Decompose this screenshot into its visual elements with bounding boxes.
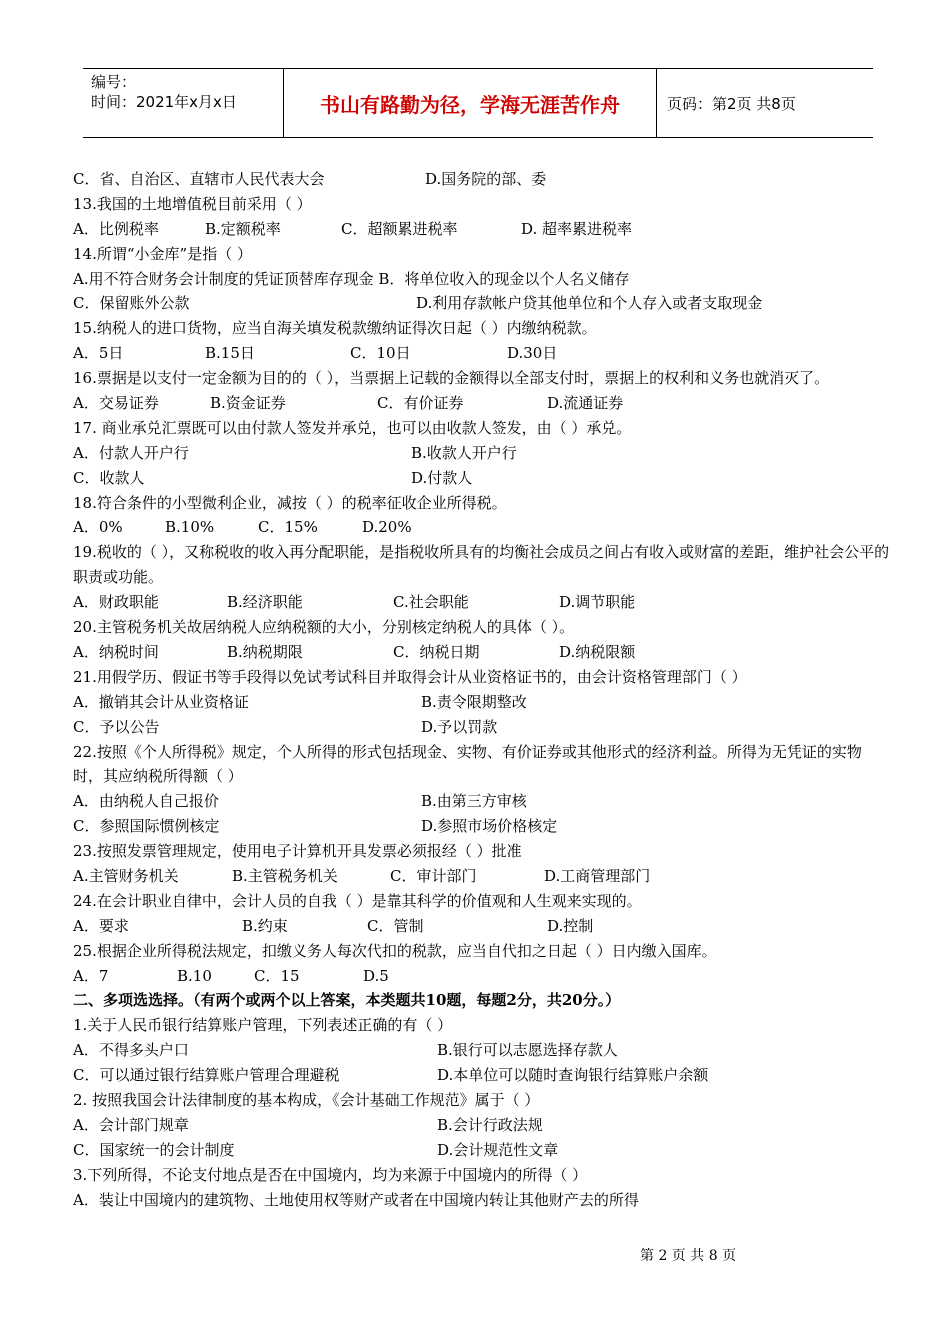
question-text: A.用不符合财务会计制度的凭证顶替库存现金 B．将单位收入的现金以个人名义储存 bbox=[73, 269, 630, 288]
question-text: A．装让中国境内的建筑物、土地使用权等财产或者在中国境内转让其他财产去的所得 bbox=[73, 1190, 639, 1209]
question-text: 2. 按照我国会计法律制度的基本构成，《会计基础工作规范》属于（ ） bbox=[73, 1091, 540, 1110]
option-row bbox=[73, 441, 891, 466]
page-footer: 第 2 页 共 8 页 bbox=[640, 1248, 737, 1264]
answer-option: C．10日 bbox=[350, 344, 411, 363]
time-label: 时间：2021年x月x日 bbox=[91, 93, 237, 111]
answer-option: D.5 bbox=[363, 966, 389, 985]
option-row bbox=[73, 814, 891, 839]
answer-option: B.定额税率 bbox=[205, 219, 281, 238]
answer-option: D.国务院的部、委 bbox=[425, 170, 547, 188]
question-text: 22.按照《个人所得税》规定，个人所得的形式包括现金、实物、有价证券或其他形式的经济利益。所得为无凭证的实物时，其应纳税所得额（ ） bbox=[73, 742, 862, 786]
question-text: 15.纳税人的进口货物，应当自海关填发税款缴纳证得次日起（ ）内缴纳税款。 bbox=[73, 319, 597, 338]
section-heading: 二、多项选选择。（有两个或两个以上答案，本类题共10题，每题2分，共20分。） bbox=[73, 991, 621, 1010]
question-text: 19.税收的（ ），又称税收的收入再分配职能，是指税收所具有的均衡社会成员之间占有收入或财富的差距，维护社会公平的职责或功能。 bbox=[73, 543, 890, 587]
answer-option: D.本单位可以随时查询银行结算账户余额 bbox=[437, 1066, 709, 1085]
question-text: 21.用假学历、假证书等手段得以免试考试科目并取得会计从业资格证书的，由会计资格管理部门（ ） bbox=[73, 667, 747, 686]
answer-option: D.20% bbox=[362, 518, 412, 537]
option-row bbox=[73, 690, 891, 715]
option-row bbox=[73, 341, 891, 366]
header-motto: 书山有路勤为径，学海无涯苦作舟 bbox=[283, 69, 657, 137]
answer-option: D.利用存款帐户贷其他单位和个人存入或者支取现金 bbox=[416, 294, 763, 313]
answer-option: A．纳税时间 bbox=[73, 642, 159, 661]
answer-option: C．15% bbox=[258, 518, 318, 537]
answer-option: C．纳税日期 bbox=[393, 642, 480, 661]
option-row bbox=[73, 789, 891, 814]
question-text: 13.我国的土地增值税目前采用（ ） bbox=[73, 194, 312, 213]
answer-option: A．由纳税人自己报价 bbox=[73, 792, 219, 811]
answer-option: A．不得多头户口 bbox=[73, 1041, 189, 1060]
option-row bbox=[73, 1138, 891, 1163]
question-text: 3.下列所得，不论支付地点是否在中国境内，均为来源于中国境内的所得（ ） bbox=[73, 1165, 588, 1184]
answer-option: A．比例税率 bbox=[73, 219, 159, 238]
option-row bbox=[73, 964, 891, 989]
question-text: 1.关于人民币银行结算账户管理，下列表述正确的有（ ） bbox=[73, 1016, 453, 1035]
answer-option: D.30日 bbox=[507, 344, 558, 363]
answer-option: C．收款人 bbox=[73, 468, 145, 487]
question-text: 20.主管税务机关故居纳税人应纳税额的大小，分别核定纳税人的具体（ ）。 bbox=[73, 618, 575, 637]
option-row bbox=[73, 1113, 891, 1138]
option-row bbox=[73, 914, 891, 939]
question-text: 25.根据企业所得税法规定，扣缴义务人每次代扣的税款，应当自代扣之日起（ ）日内缴入国库。 bbox=[73, 941, 717, 960]
option-row bbox=[73, 715, 891, 740]
header-page-info: 页码：第2页 共8页 bbox=[667, 94, 796, 113]
answer-option: D.予以罚款 bbox=[421, 717, 498, 736]
answer-option: C.社会职能 bbox=[393, 593, 469, 612]
answer-option: A．会计部门规章 bbox=[73, 1115, 189, 1134]
answer-option: B.银行可以志愿选择存款人 bbox=[437, 1041, 618, 1060]
option-row bbox=[73, 864, 891, 889]
answer-option: C．国家统一的会计制度 bbox=[73, 1140, 235, 1159]
answer-option: B.主管税务机关 bbox=[232, 867, 338, 886]
answer-option: D.纳税限额 bbox=[559, 642, 636, 661]
answer-option: C．可以通过银行结算账户管理合理避税 bbox=[73, 1066, 340, 1085]
option-row bbox=[73, 515, 891, 540]
answer-option: A.主管财务机关 bbox=[73, 867, 179, 886]
option-row bbox=[73, 217, 891, 242]
answer-option: B.约束 bbox=[242, 916, 288, 935]
question-text: 16.票据是以支付一定金额为目的的（ ），当票据上记载的金额得以全部支付时，票据上的权利和义务也就消灭了。 bbox=[73, 369, 830, 388]
answer-option: B.纳税期限 bbox=[227, 642, 303, 661]
answer-option: A．交易证券 bbox=[73, 394, 159, 413]
answer-option: A．要求 bbox=[73, 916, 129, 935]
option-row bbox=[73, 640, 891, 665]
question-text: 23.按照发票管理规定，使用电子计算机开具发票必须报经（ ）批准 bbox=[73, 842, 522, 861]
answer-option: B.由第三方审核 bbox=[421, 792, 527, 811]
answer-option: B.会计行政法规 bbox=[437, 1115, 543, 1134]
answer-option: D.调节职能 bbox=[559, 593, 636, 612]
answer-option: A．财政职能 bbox=[73, 593, 159, 612]
answer-option: A．付款人开户行 bbox=[73, 443, 189, 462]
answer-option: B.15日 bbox=[205, 344, 255, 363]
header-meta bbox=[83, 69, 283, 137]
answer-option: D.控制 bbox=[547, 916, 594, 935]
question-list bbox=[73, 167, 891, 1212]
answer-option: B.责令限期整改 bbox=[421, 692, 527, 711]
answer-option: D.付款人 bbox=[411, 468, 473, 487]
answer-option: D.流通证券 bbox=[547, 394, 624, 413]
option-row bbox=[73, 291, 891, 316]
answer-option: C．有价证券 bbox=[377, 394, 464, 413]
answer-option: B.资金证券 bbox=[210, 394, 286, 413]
answer-option: D. 超率累进税率 bbox=[521, 219, 633, 238]
answer-option: A．7 bbox=[73, 966, 109, 985]
answer-option: B.收款人开户行 bbox=[411, 443, 517, 462]
option-row bbox=[73, 590, 891, 615]
answer-option: D.会计规范性文章 bbox=[437, 1140, 559, 1159]
answer-option: C．予以公告 bbox=[73, 717, 160, 736]
option-row bbox=[73, 1063, 891, 1088]
answer-option: C．超额累进税率 bbox=[341, 219, 458, 238]
answer-option: C．保留账外公款 bbox=[73, 294, 190, 313]
answer-option: B.经济职能 bbox=[227, 593, 303, 612]
answer-option: C．管制 bbox=[367, 916, 424, 935]
answer-option: A．撤销其会计从业资格证 bbox=[73, 692, 249, 711]
answer-option: C．省、自治区、直辖市人民代表大会 bbox=[73, 170, 325, 188]
question-text: 14.所谓“小金库”是指（ ） bbox=[73, 244, 252, 263]
option-row bbox=[73, 167, 891, 192]
question-text: 18.符合条件的小型微利企业，减按（ ）的税率征收企业所得税。 bbox=[73, 493, 507, 512]
page-header bbox=[83, 68, 873, 138]
number-label: 编号： bbox=[91, 73, 137, 91]
answer-option: C．审计部门 bbox=[390, 867, 477, 886]
answer-option: D.工商管理部门 bbox=[544, 867, 651, 886]
option-row bbox=[73, 466, 891, 491]
answer-option: A．5日 bbox=[73, 344, 124, 363]
option-row bbox=[73, 391, 891, 416]
question-text: 17. 商业承兑汇票既可以由付款人签发并承兑，也可以由收款人签发，由（ ）承兑。 bbox=[73, 418, 632, 437]
answer-option: A．0% bbox=[73, 518, 123, 537]
answer-option: B.10 bbox=[177, 966, 212, 985]
answer-option: C．参照国际惯例核定 bbox=[73, 817, 220, 836]
question-text: 24.在会计职业自律中，会计人员的自我（ ）是靠其科学的价值观和人生观来实现的。 bbox=[73, 891, 642, 910]
answer-option: C．15 bbox=[254, 966, 300, 985]
option-row bbox=[73, 1038, 891, 1063]
answer-option: B.10% bbox=[165, 518, 215, 537]
answer-option: D.参照市场价格核定 bbox=[421, 817, 558, 836]
